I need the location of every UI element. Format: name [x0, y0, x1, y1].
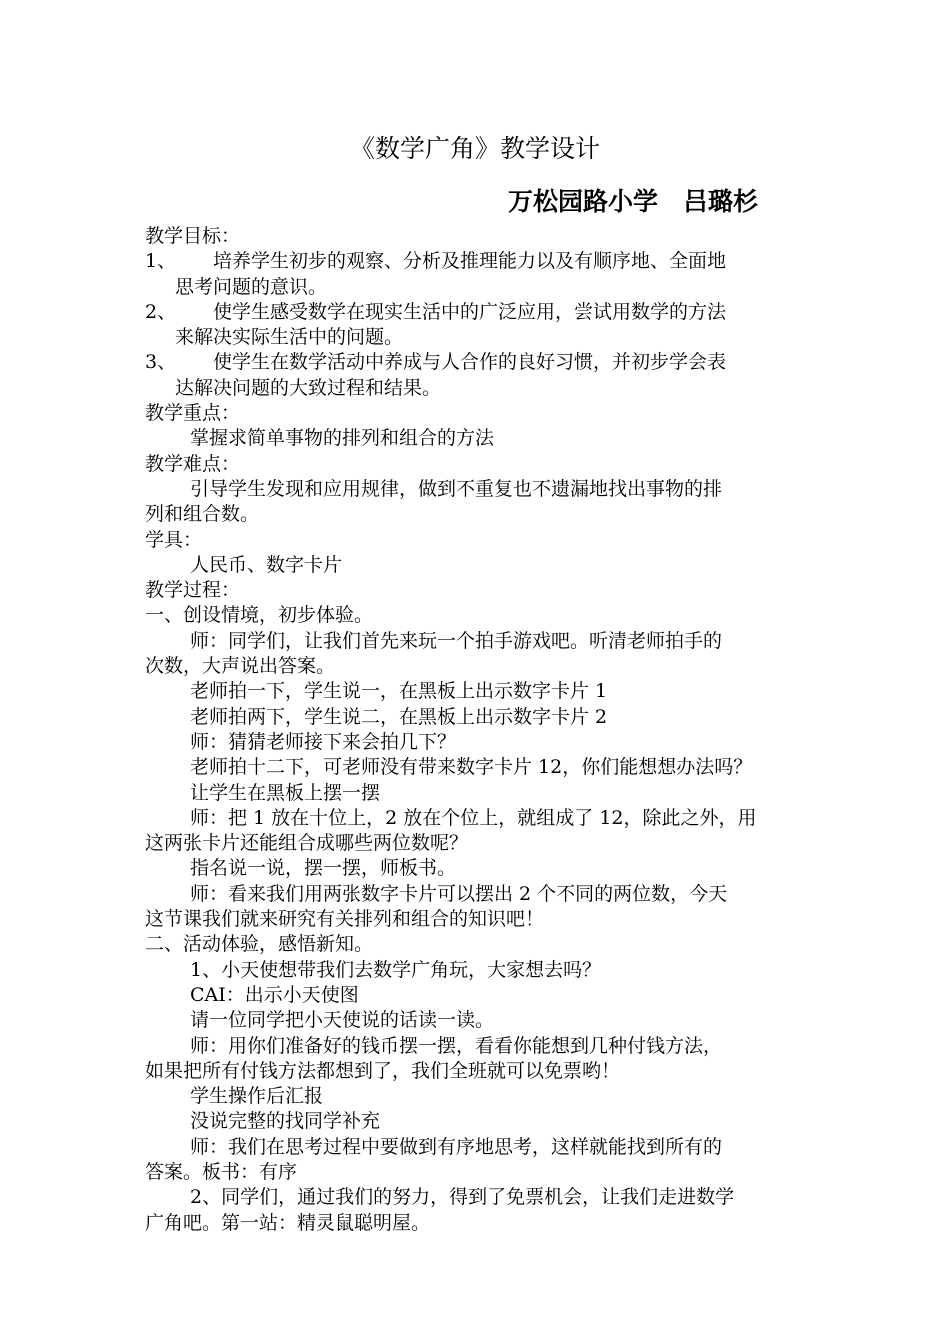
- tools-heading: 学具：: [145, 528, 203, 551]
- paragraph: 师：猜猜老师接下来会拍几下？: [190, 730, 457, 753]
- paragraph: 2、同学们，通过我们的努力，得到了免票机会，让我们走进数学: [190, 1186, 735, 1209]
- part1-heading: 一、创设情境，初步体验。: [145, 604, 374, 627]
- paragraph-cont: 这两张卡片还能组合成哪些两位数呢？: [145, 832, 469, 855]
- paragraph-cont: 答案。板书：有序: [145, 1160, 298, 1183]
- paragraph: 师：我们在思考过程中要做到有序地思考，这样就能找到所有的: [190, 1135, 723, 1158]
- paragraph: 没说完整的找同学补充: [190, 1110, 381, 1133]
- document-title: 《数学广角》教学设计: [349, 134, 600, 163]
- objective-number: 2、: [145, 300, 177, 323]
- objective-item-1-cont: 思考问题的意识。: [175, 275, 328, 298]
- key-point-heading: 教学重点：: [145, 402, 241, 425]
- paragraph-cont: 如果把所有付钱方法都想到了，我们全班就可以免票哟！: [145, 1059, 621, 1082]
- paragraph: 学生操作后汇报: [190, 1085, 324, 1108]
- objective-item-3: [145, 350, 817, 375]
- paragraph: 老师拍十二下，可老师没有带来数字卡片 12，你们能想想办法吗？: [190, 756, 753, 779]
- objective-item-3-cont: 达解决问题的大致过程和结果。: [175, 376, 442, 399]
- author-line: 万松园路小学 吕璐杉: [508, 187, 759, 216]
- paragraph: 请一位同学把小天使说的话读一读。: [190, 1009, 495, 1032]
- paragraph: 老师拍两下，学生说二，在黑板上出示数字卡片 2: [190, 705, 608, 728]
- objective-item-2: [145, 300, 817, 325]
- process-heading: 教学过程：: [145, 579, 241, 602]
- paragraph: 老师拍一下，学生说一，在黑板上出示数字卡片 1: [190, 680, 608, 703]
- document-body: [145, 224, 817, 1236]
- objective-number: 3、: [145, 351, 177, 374]
- paragraph: 师：同学们，让我们首先来玩一个拍手游戏吧。听清老师拍手的: [190, 629, 723, 652]
- paragraph-cont: 次数，大声说出答案。: [145, 655, 336, 678]
- objectives-heading: 教学目标：: [145, 225, 241, 247]
- paragraph-cont: 这节课我们就来研究有关排列和组合的知识吧！: [145, 908, 545, 931]
- paragraph-cont: 广角吧。第一站：精灵鼠聪明屋。: [145, 1211, 431, 1234]
- paragraph: 让学生在黑板上摆一摆: [190, 781, 381, 804]
- objective-text: 使学生在数学活动中养成与人合作的良好习惯，并初步学会表: [213, 351, 727, 374]
- paragraph: 师：把 1 放在十位上，2 放在个位上，就组成了 12，除此之外，用: [190, 806, 757, 829]
- paragraph: 1、小天使想带我们去数学广角玩，大家想去吗？: [190, 958, 602, 981]
- difficulty-heading: 教学难点：: [145, 452, 241, 475]
- objective-item-1: [145, 249, 817, 274]
- paragraph: 指名说一说，摆一摆，师板书。: [190, 857, 457, 880]
- objective-text: 培养学生初步的观察、分析及推理能力以及有顺序地、全面地: [213, 250, 727, 273]
- paragraph: CAI：出示小天使图: [190, 983, 359, 1006]
- tools-text: 人民币、数字卡片: [190, 553, 343, 576]
- objective-text: 使学生感受数学在现实生活中的广泛应用，尝试用数学的方法: [213, 300, 727, 323]
- difficulty-text: 引导学生发现和应用规律，做到不重复也不遗漏地找出事物的排: [190, 477, 723, 500]
- objective-number: 1、: [145, 250, 177, 273]
- key-point-text: 掌握求简单事物的排列和组合的方法: [190, 427, 495, 450]
- paragraph: 师：看来我们用两张数字卡片可以摆出 2 个不同的两位数，今天: [190, 882, 728, 905]
- paragraph: 师：用你们准备好的钱币摆一摆，看看你能想到几种付钱方法，: [190, 1034, 723, 1057]
- part2-heading: 二、活动体验，感悟新知。: [145, 933, 374, 956]
- difficulty-text-cont: 列和组合数。: [145, 503, 260, 526]
- objective-item-2-cont: 来解决实际生活中的问题。: [175, 326, 404, 349]
